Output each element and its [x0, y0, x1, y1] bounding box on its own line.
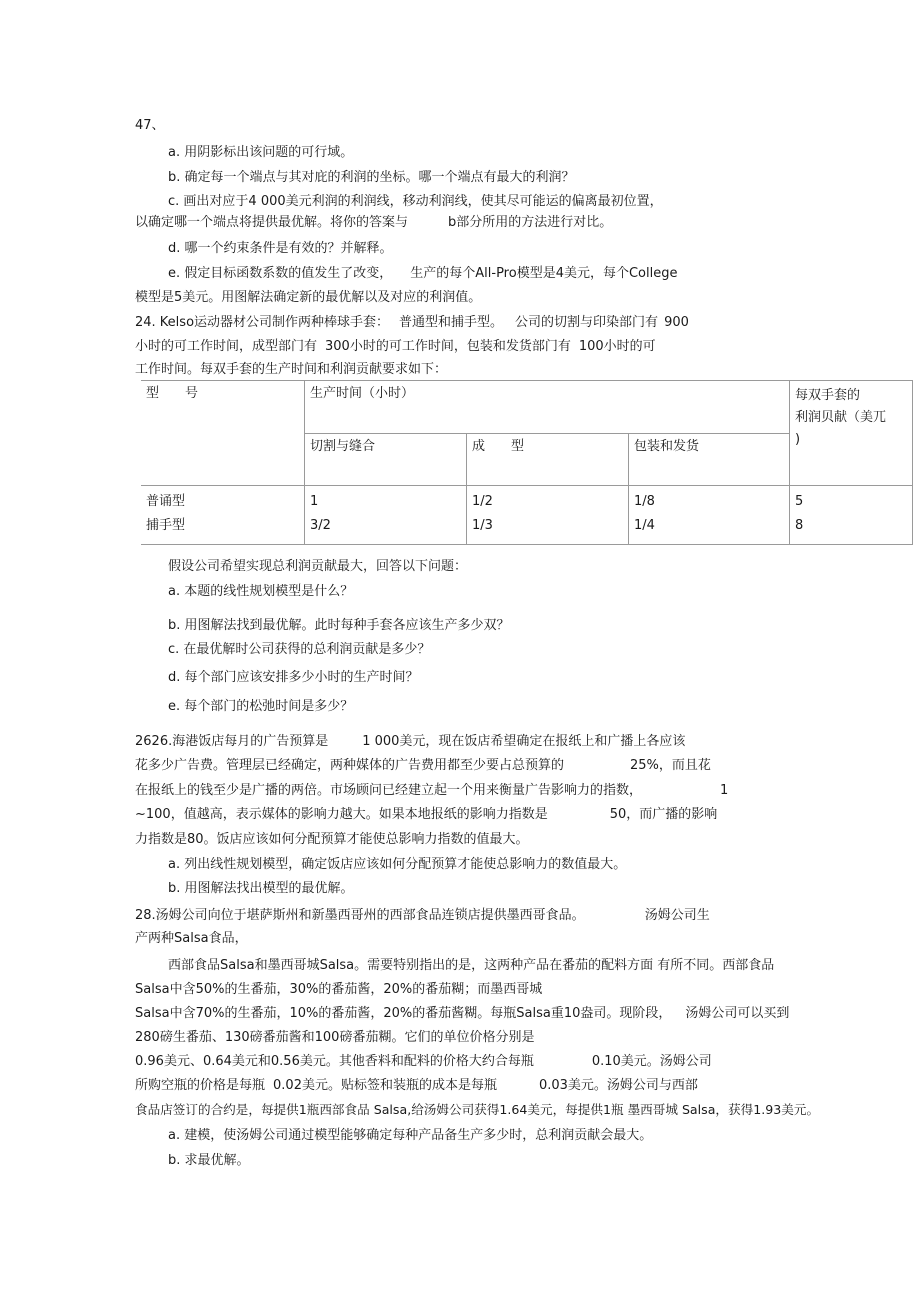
row-cut: 3/2: [310, 518, 331, 533]
production-table: [141, 380, 913, 545]
q28-line4: Salsa中含50%的生番茄，30%的番茄酱，20%的番茄糊；而墨西哥城: [135, 982, 543, 997]
q47-item-c-line2: 以确定哪一个端点将提供最优解。将你的答案与 b部分所用的方法进行对比。: [135, 215, 613, 230]
q28-line7: 0.96美元、0.64美元和0.56美元。其他香料和配料的价格大约合每瓶 0.10美元。汤姆公司: [135, 1054, 712, 1069]
q28-item-b: b. 求最优解。: [168, 1153, 250, 1168]
row-profit: 5: [795, 494, 804, 509]
q24-item-e: e. 每个部门的松弛时间是多少？: [168, 699, 354, 714]
header-type: 型 号: [141, 381, 305, 486]
q47-number: 47、: [135, 118, 165, 133]
row-form: 1/2: [472, 494, 493, 509]
q24-item-c: c. 在最优解时公司获得的总利润贡献是多少？: [168, 642, 431, 657]
q28-line5: Salsa中含70%的生番茄，10%的番茄酱，20%的番茄酱糊。每瓶Salsa重10盎司。现阶段， 汤姆公司可以买到: [135, 1006, 790, 1021]
q24-assumption: 假设公司希望实现总利润贡献最大，回答以下问题：: [168, 559, 468, 574]
q26-line2: 花多少广告费。管理层已经确定，两种媒体的广告费用都至少要占总预算的 25%，而且花: [135, 758, 711, 773]
row-pack: 1/8: [634, 494, 655, 509]
q28-line8: 所购空瓶的价格是每瓶 0.02美元。贴标签和装瓶的成本是每瓶 0.03美元。汤姆公司与西部: [135, 1078, 698, 1093]
q28-line1: 28.汤姆公司向位于堪萨斯州和新墨西哥州的西部食品连锁店提供墨西哥食品。 汤姆公司生: [135, 908, 710, 923]
row-type: 捕手型: [146, 518, 186, 533]
row-form: 1/3: [472, 518, 493, 533]
q26-line3: 在报纸上的钱至少是广播的两倍。市场顾问已经建立起一个用来衡量广告影响力的指数， 1: [135, 783, 729, 798]
q28-line3: 西部食品Salsa和墨西哥城Salsa。需要特别指出的是，这两种产品在番茄的配料方面 有所不同。西部食品: [168, 958, 775, 973]
q26-item-a: a. 列出线性规划模型，确定饭店应该如何分配预算才能使总影响力的数值最大。: [168, 857, 627, 872]
q28-line9: 食品店签订的合约是，每提供1瓶西部食品 Salsa,给汤姆公司获得1.64美元，每提供1瓶 墨西哥城 Salsa，获得1.93美元。: [135, 1102, 820, 1117]
q24-item-b: b. 用图解法找到最优解。此时每种手套各应该生产多少双？: [168, 618, 510, 633]
q26-line4: ~100，值越高，表示媒体的影响力越大。如果本地报纸的影响力指数是 50，而广播的影响: [135, 807, 718, 822]
row-cut: 1: [310, 494, 319, 509]
table-row: [141, 486, 913, 545]
q26-line1: 2626.海港饭店每月的广告预算是 1 000美元，现在饭店希望确定在报纸上和广播上各应该: [135, 734, 686, 749]
q28-line2: 产两种Salsa食品，: [135, 931, 248, 946]
q26-line5: 力指数是80。饭店应该如何分配预算才能使总影响力指数的值最大。: [135, 832, 529, 847]
row-profit: 8: [795, 518, 804, 533]
q24-intro-line2: 小时的可工作时间，成型部门有 300小时的可工作时间，包装和发货部门有 100小时的可: [135, 339, 656, 354]
header-profit: 每双手套的 利润贝献（美兀 ): [790, 381, 913, 486]
header-packing: 包装和发货: [629, 433, 790, 486]
row-pack: 1/4: [634, 518, 655, 533]
q47-item-a: a. 用阴影标出该问题的可行域。: [168, 145, 354, 160]
q28-item-a: a. 建模，使汤姆公司通过模型能够确定每种产品备生产多少时，总利润贡献会最大。: [168, 1128, 653, 1143]
q47-item-d: d. 哪一个约束条件是有效的？并解释。: [168, 241, 393, 256]
q47-item-b: b. 确定每一个端点与其对庇的利润的坐标。哪一个端点有最大的利润？: [168, 170, 575, 185]
q26-item-b: b. 用图解法找出模型的最优解。: [168, 881, 354, 896]
header-forming: 成 型: [467, 433, 629, 486]
q24-intro-line3: 工作时间。每双手套的生产时间和利润贡献要求如下：: [135, 362, 448, 377]
q24-item-d: d. 每个部门应该安排多少小时的生产时间？: [168, 670, 419, 685]
header-cutting: 切割与缝合: [305, 433, 467, 486]
q47-item-c-line1: c. 画出对应于4 000美元利润的利润线，移动利润线，使其尽可能运的偏离最初位置，: [168, 194, 663, 209]
q28-line6: 280磅生番茄、130磅番茄酱和100磅番茄糊。它们的单位价格分别是: [135, 1030, 535, 1045]
row-type: 普诵型: [146, 494, 186, 509]
q47-item-e-line1: e. 假定目标函数系数的值发生了改变， 生产的每个All-Pro模型是4美元，每个College: [168, 266, 678, 281]
q24-intro-line1: 24. Kelso运动器材公司制作两种棒球手套： 普通型和捕手型。 公司的切割与印染部门有 900: [135, 315, 689, 330]
q47-item-e-line2: 模型是5美元。用图解法确定新的最优解以及对应的利润值。: [135, 290, 482, 305]
header-production-time: 生产时间（小时）: [305, 381, 790, 434]
q24-item-a: a. 本题的线性规划模型是什么？: [168, 584, 354, 599]
